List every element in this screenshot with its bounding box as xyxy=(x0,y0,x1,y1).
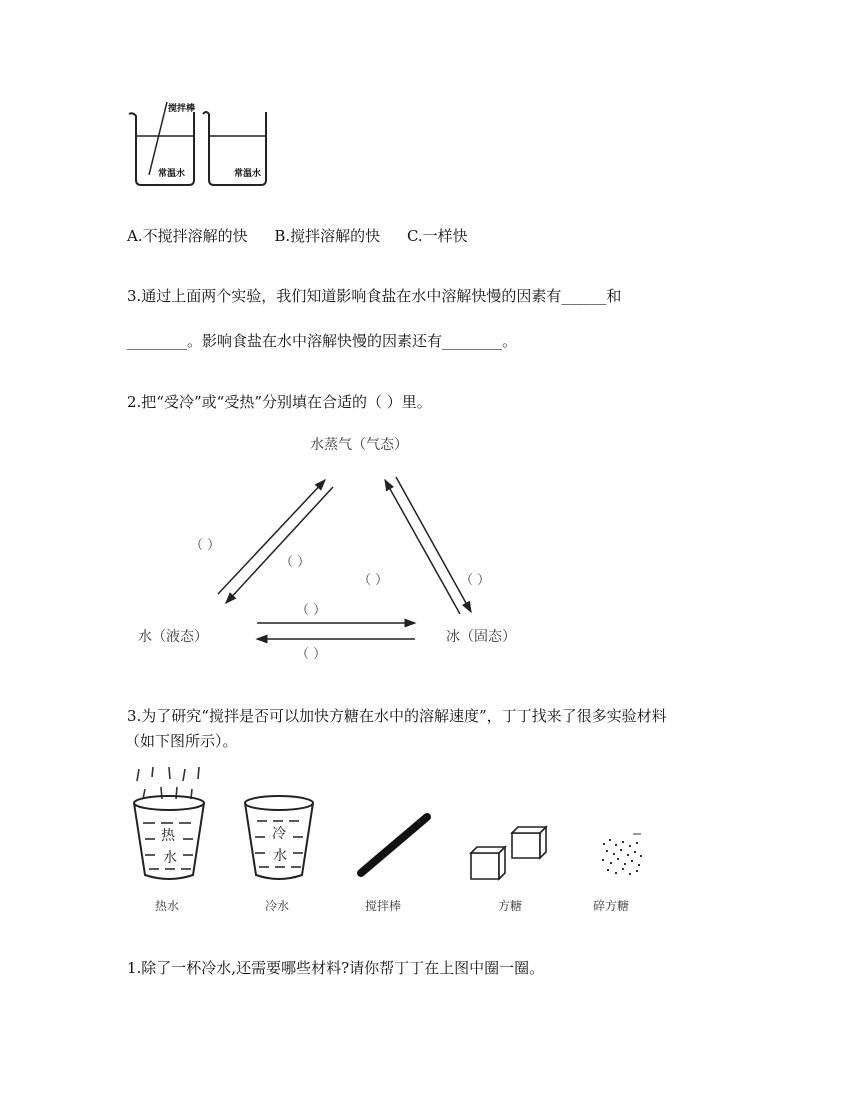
cold-cup-char-2: 水 xyxy=(273,848,287,864)
stir-rod-line xyxy=(149,102,167,175)
stir-rod xyxy=(361,817,427,873)
state-vapor-label: 水蒸气（气态） xyxy=(310,437,408,453)
question-3-salt-line1: 3.通过上面两个实验，我们知道影响食盐在水中溶解快慢的因素有______和 xyxy=(127,287,622,305)
question-3-sugar-line1: 3.为了研究“搅拌是否可以加快方糖在水中的溶解速度”，丁丁找来了很多实验材料 xyxy=(127,707,667,725)
caption-crushed-sugar[interactable]: 碎方糖 xyxy=(593,899,630,913)
option-a[interactable]: A.不搅拌溶解的快 xyxy=(127,227,248,245)
crushed-sugar xyxy=(602,834,642,875)
left-water-label: 常温水 xyxy=(158,169,186,179)
caption-sugar-cube[interactable]: 方糖 xyxy=(498,899,523,913)
blank-paren-2[interactable]: （ ） xyxy=(280,555,311,570)
hot-cup-char-1: 热 xyxy=(161,828,175,844)
caption-cold-water[interactable]: 冷水 xyxy=(265,899,290,913)
materials-figure xyxy=(125,765,665,920)
blank-paren-1[interactable]: （ ） xyxy=(190,538,221,553)
blank-paren-3[interactable]: （ ） xyxy=(358,573,389,588)
question-1-text: 1.除了一杯冷水,还需要哪些材料?请你帮丁丁在上图中圈一圈。 xyxy=(127,959,545,977)
arrow-vapor-to-ice xyxy=(396,477,471,612)
caption-stir-rod[interactable]: 搅拌棒 xyxy=(365,899,402,913)
option-c[interactable]: C.一样快 xyxy=(406,227,468,245)
question-3-salt-line2: ________。影响食盐在水中溶解快慢的因素还有________。 xyxy=(127,332,518,350)
cold-cup-char-1: 冷 xyxy=(272,826,286,842)
blank-paren-6[interactable]: （ ） xyxy=(296,647,327,662)
answer-options xyxy=(127,226,468,246)
blank-paren-4[interactable]: （ ） xyxy=(460,573,491,588)
state-water-label: 水（液态） xyxy=(138,629,208,645)
blank-paren-5[interactable]: （ ） xyxy=(296,603,327,618)
arrow-water-to-vapor xyxy=(218,480,325,594)
question-3-sugar-line2: （如下图所示）。 xyxy=(125,732,238,750)
stir-rod-label: 搅拌棒 xyxy=(168,104,196,114)
option-b[interactable]: B.搅拌溶解的快 xyxy=(274,227,381,245)
beakers-figure xyxy=(124,100,274,192)
state-ice-label: 冰（固态） xyxy=(446,629,516,645)
arrow-ice-to-vapor xyxy=(385,480,460,614)
right-water-label: 常温水 xyxy=(234,169,262,179)
question-2-text: 2.把“受冷”或“受热”分别填在合适的（ ）里。 xyxy=(127,393,432,411)
state-change-diagram xyxy=(130,430,550,670)
caption-hot-water[interactable]: 热水 xyxy=(155,899,180,913)
hot-cup-char-2: 水 xyxy=(163,850,177,866)
sugar-cubes xyxy=(471,827,546,879)
arrow-vapor-to-water xyxy=(226,487,333,603)
